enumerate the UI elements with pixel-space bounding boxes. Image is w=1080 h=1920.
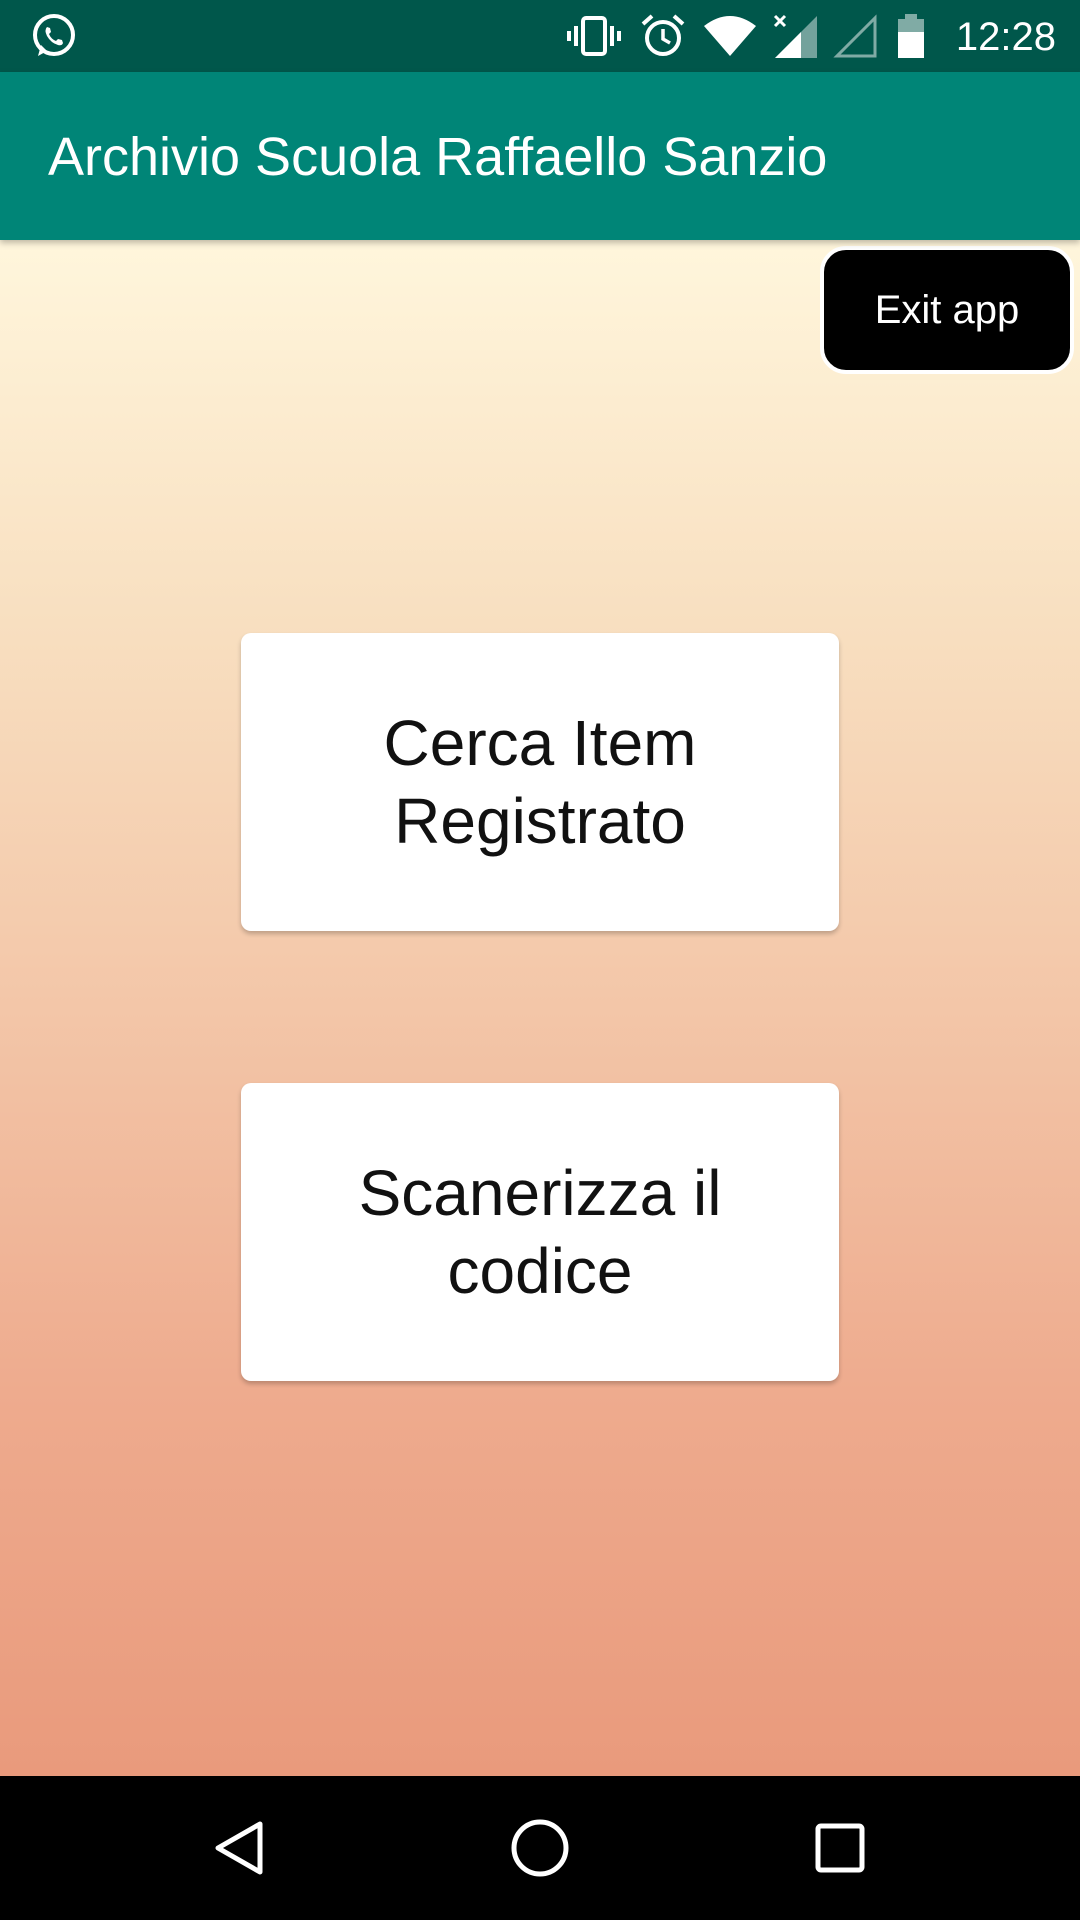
- scan-code-label: Scanerizza il codice: [358, 1157, 722, 1307]
- cell-signal-empty-icon: [830, 0, 880, 72]
- search-item-label: Cerca Item Registrato: [383, 707, 697, 857]
- recents-icon: [812, 1820, 868, 1876]
- recents-button[interactable]: [770, 1776, 910, 1920]
- cell-signal-no-data-icon: [770, 0, 820, 72]
- navigation-bar: [0, 1776, 1080, 1920]
- app-title: Archivio Scuola Raffaello Sanzio: [48, 127, 828, 187]
- back-icon: [210, 1818, 270, 1878]
- exit-app-button[interactable]: Exit app: [820, 246, 1074, 374]
- main-content: [0, 240, 1080, 1776]
- back-button[interactable]: [170, 1776, 310, 1920]
- battery-icon: [890, 0, 932, 72]
- wifi-icon: [700, 0, 760, 72]
- scan-code-button[interactable]: [241, 1083, 839, 1381]
- home-button[interactable]: [470, 1776, 610, 1920]
- whatsapp-icon: [24, 0, 84, 72]
- alarm-icon: [636, 0, 690, 72]
- status-bar: [0, 0, 1080, 72]
- clock: 12:28: [955, 15, 1056, 59]
- search-item-button[interactable]: [241, 633, 839, 931]
- vibrate-icon: [566, 0, 622, 72]
- home-icon: [508, 1816, 572, 1880]
- app-bar: [0, 72, 1080, 240]
